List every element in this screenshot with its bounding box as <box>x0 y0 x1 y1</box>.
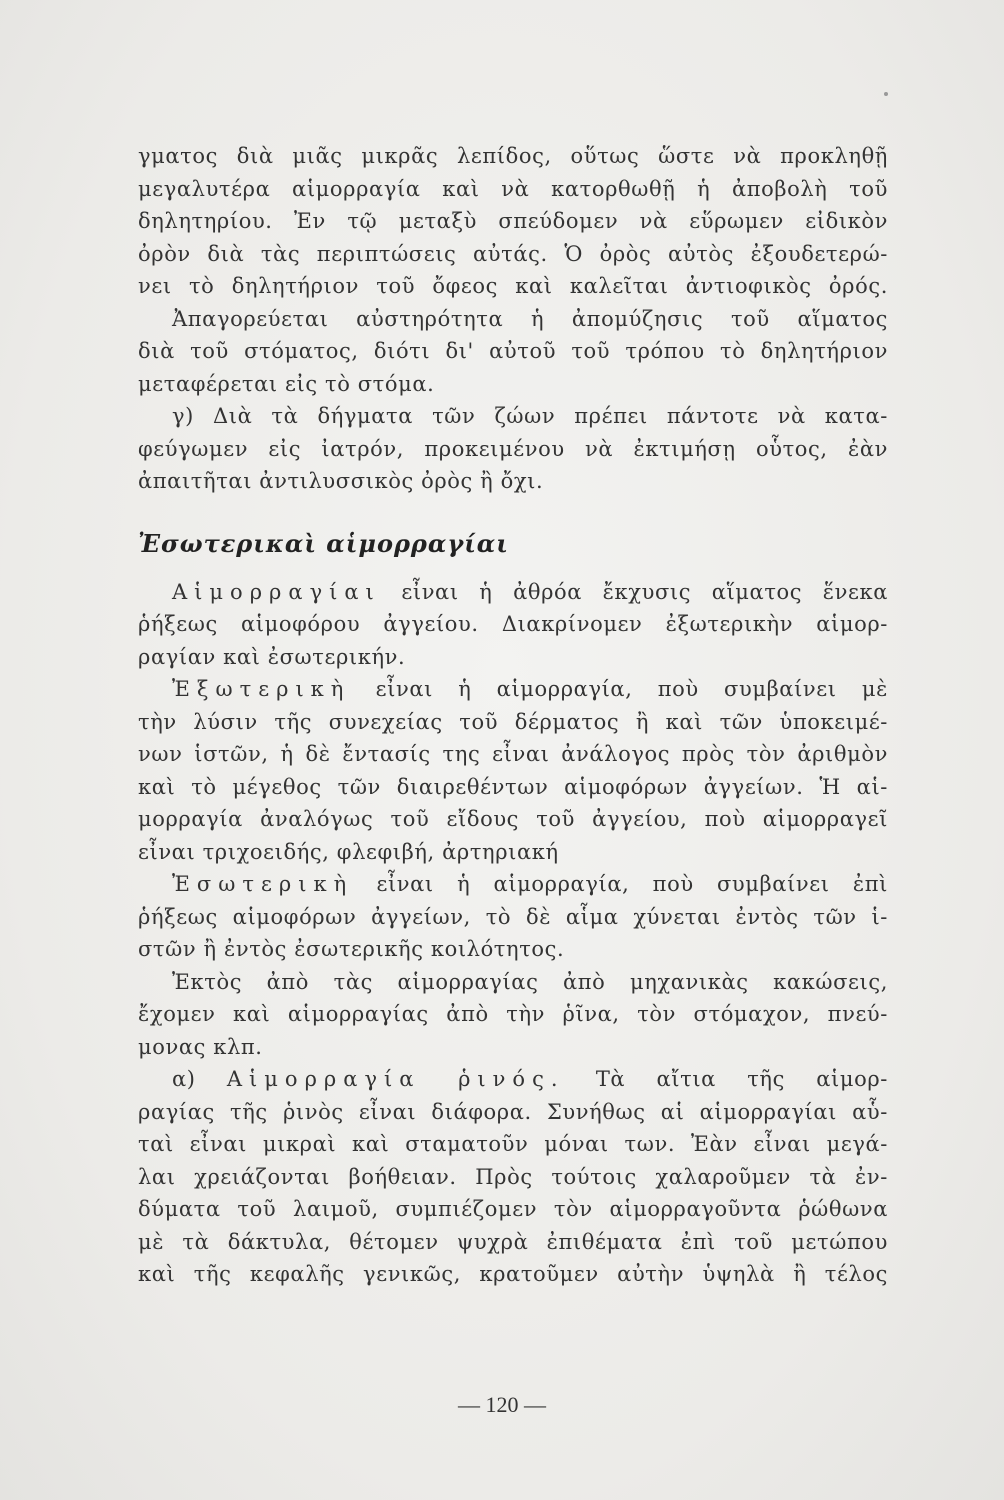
term-spaced: Ἐσωτερικὴ <box>172 872 354 896</box>
text-line: τὴν λύσιν τῆς συνεχείας τοῦ δέρματος ἢ καὶ τῶν ὑποκειμέ- <box>138 709 888 734</box>
paragraph-first-line <box>138 576 888 609</box>
paragraph-first-line <box>138 1063 888 1096</box>
term-spaced: Αἱμορραγία ῥινός. <box>226 1067 565 1091</box>
text-line: γματος διὰ μιᾶς μικρᾶς λεπίδος, οὕτως ὥστε νὰ προκληθῇ <box>138 144 888 168</box>
text-line: Ἀπαγορεύεται αὐστηρότητα ἡ ἀπομύζησις τοῦ αἵματος <box>172 306 888 331</box>
text-line: καὶ τὸ μέγεθος τῶν διαιρεθέντων αἱμοφόρων ἀγγείων. Ἡ αἱ- <box>138 774 888 799</box>
text-line: καὶ τῆς κεφαλῆς γενικῶς, κρατοῦμεν αὐτὴν ὑψηλὰ ἢ τέλος <box>138 1262 888 1286</box>
scan-speck <box>884 92 888 96</box>
text-line: νων ἱστῶν, ἡ δὲ ἔντασίς της εἶναι ἀνάλογος πρὸς τὸν ἀριθμὸν <box>138 742 888 766</box>
line-rest: εἶναι ἡ αἱμορραγία, ποὺ συμβαίνει μὲ <box>375 677 888 701</box>
line-rest: Τὰ αἴτια τῆς αἱμορ- <box>595 1067 889 1091</box>
text-line: ἔχομεν καὶ αἱμορραγίας ἀπὸ τὴν ῥῖνα, τὸν στόμαχον, πνεύ- <box>138 1002 888 1026</box>
paragraph-first-line <box>138 673 888 706</box>
text-line: ραγίαν καὶ ἐσωτερικήν. <box>138 644 406 669</box>
text-line: ὀρὸν διὰ τὰς περιπτώσεις αὐτάς. Ὁ ὀρὸς αὐτὸς ἐξουδετερώ- <box>138 241 888 266</box>
paragraph-first-line <box>138 868 888 901</box>
text-line: ἀπαιτῆται ἀντιλυσσικὸς ὀρὸς ἢ ὄχι. <box>138 469 544 493</box>
text-line: ραγίας τῆς ῥινὸς εἶναι διάφορα. Συνήθως αἱ αἱμορραγίαι αὗ- <box>138 1099 888 1124</box>
text-line: διὰ τοῦ στόματος, διότι δι' αὐτοῦ τοῦ τρόπου τὸ δηλητήριον <box>138 339 888 363</box>
text-line: στῶν ἢ ἐντὸς ἐσωτερικῆς κοιλότητος. <box>138 937 565 961</box>
list-prefix: α) <box>172 1067 196 1091</box>
text-line: μὲ τὰ δάκτυλα, θέτομεν ψυχρὰ ἐπιθέματα ἐπὶ τοῦ μετώπου <box>138 1229 888 1254</box>
text-block <box>138 140 888 1291</box>
text-line: ῥήξεως αἱμοφόρων ἀγγείων, τὸ δὲ αἷμα χύνεται ἐντὸς τῶν ἱ- <box>138 904 888 929</box>
text-line: μορραγία ἀναλόγως τοῦ εἴδους τοῦ ἀγγείου, ποὺ αἱμορραγεῖ <box>138 807 888 831</box>
line-rest: εἶναι ἡ ἀθρόα ἔκχυσις αἵματος ἕνεκα <box>401 579 888 604</box>
line-rest: εἶναι ἡ αἱμορραγία, ποὺ συμβαίνει ἐπὶ <box>376 872 888 896</box>
page-number: — 120 — <box>458 1392 546 1417</box>
text-line: Ἐκτὸς ἀπὸ τὰς αἱμορραγίας ἀπὸ μηχανικὰς κακώσεις, <box>172 969 888 994</box>
text-line: μεταφέρεται εἰς τὸ στόμα. <box>138 371 435 396</box>
text-line: νει τὸ δηλητήριον τοῦ ὄφεος καὶ καλεῖται ἀντιοφικὸς ὀρός. <box>138 274 888 298</box>
text-line: δηλητηρίου. Ἐν τῷ μεταξὺ σπεύδομεν νὰ εὕρωμεν εἰδικὸν <box>138 209 888 233</box>
text-line: μεγαλυτέρα αἱμορραγία καὶ νὰ κατορθωθῇ ἡ ἀποβολὴ τοῦ <box>138 176 888 201</box>
term-spaced: Αἱμορραγίαι <box>172 579 381 604</box>
text-line: ταὶ εἶναι μικραὶ καὶ σταματοῦν μόναι των. Ἐὰν εἶναι μεγά- <box>138 1132 888 1156</box>
term-spaced: Ἐξωτερικὴ <box>172 677 351 701</box>
text-line: μονας κλπ. <box>138 1034 263 1059</box>
section-heading: Ἐσωτερικαὶ αἱμορραγίαι <box>138 528 509 558</box>
text-line: φεύγωμεν εἰς ἰατρόν, προκειμένου νὰ ἐκτιμήσῃ οὗτος, ἐὰν <box>138 436 888 461</box>
text-line: γ) Διὰ τὰ δήγματα τῶν ζώων πρέπει πάντοτε νὰ κατα- <box>172 404 888 428</box>
text-line: δύματα τοῦ λαιμοῦ, συμπιέζομεν τὸν αἱμορραγοῦντα ῥώθωνα <box>138 1197 888 1221</box>
text-line: ῥήξεως αἱμοφόρου ἀγγείου. Διακρίνομεν ἐξωτερικὴν αἱμορ- <box>138 612 888 636</box>
text-line: εἶναι τριχοειδής, φλεφιβή, ἀρτηριακή <box>138 839 559 864</box>
text-line: λαι χρειάζονται βοήθειαν. Πρὸς τούτοις χαλαροῦμεν τὰ ἐν- <box>138 1164 888 1189</box>
